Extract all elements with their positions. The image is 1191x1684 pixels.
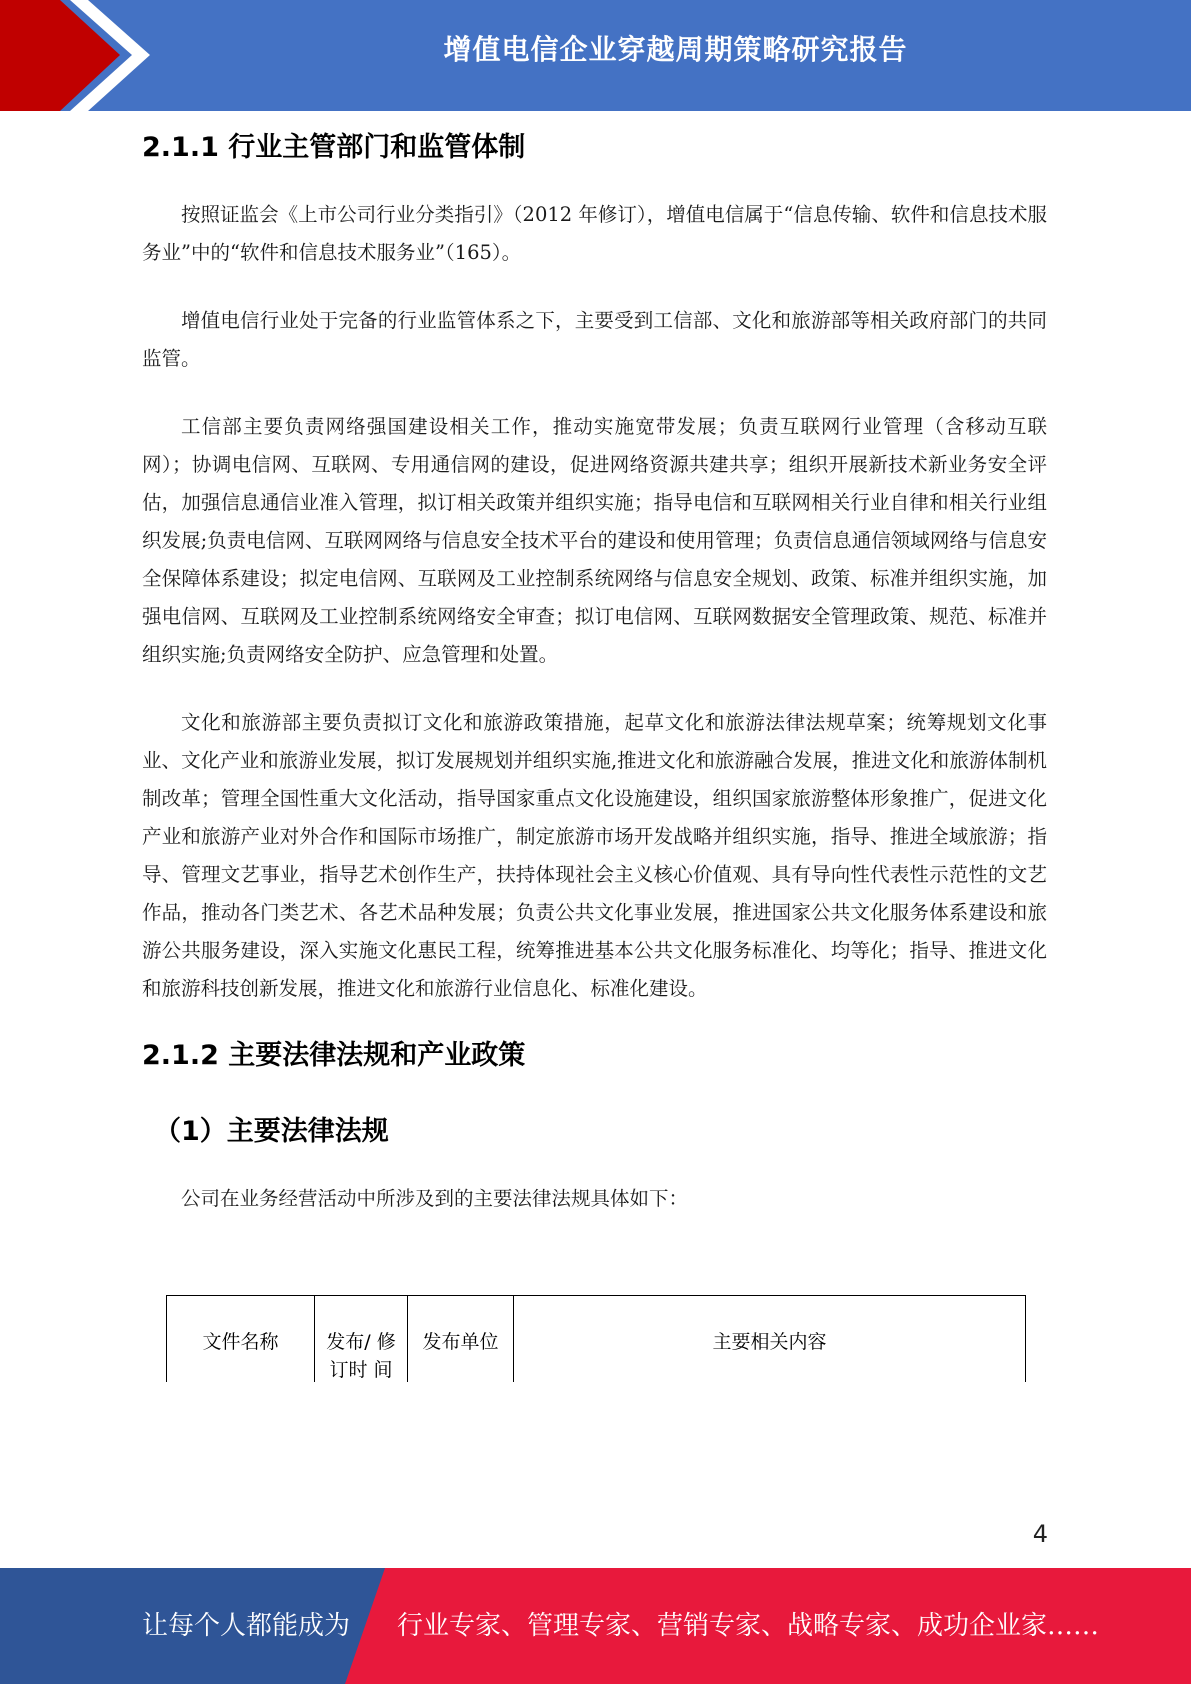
paragraph-classification: 按照证监会《上市公司行业分类指引》（2012 年修订），增值电信属于“信息传输、软件和信息技术服务业”中的“软件和信息技术服务业”（165）。 (142, 203, 1047, 264)
report-title: 增值电信企业穿越周期策略研究报告 (443, 33, 908, 66)
paragraph-culture-tourism-duties: 文化和旅游部主要负责拟订文化和旅游政策措施，起草文化和旅游法律法规草案；统筹规划文化事业、文化产业和旅游业发展，拟订发展规划并组织实施,推进文化和旅游融合发展，推进文化和旅游体制机制改革；管理全国性重大文化活动，指导国家重点文化设施建设，组织国家旅游整体形象推广，促进文化产业和旅游产业对外合作和国际市场推广，制定旅游市场开发战略并组织实施，指导、推进全域旅游；指导、管理文艺事业，指导艺术创作生产，扶持体现社会主义核心价值观、具有导向性代表性示范性的文艺作品，推动各门类艺术、各艺术品种发展；负责公共文化事业发展，推进国家公共文化服务体系建设和旅游公共服务建设，深入实施文化惠民工程，统筹推进基本公共文化服务标准化、均等化；指导、推进文化和旅游科技创新发展，推进文化和旅游行业信息化、标准化建设。 (142, 711, 1047, 1000)
section-heading-2-1-2: 2.1.2 主要法律法规和产业政策 (142, 1040, 526, 1071)
footer-band (0, 1568, 1191, 1684)
header-arrow-decoration (0, 0, 160, 111)
document-body (142, 120, 1047, 1218)
table-header-issuer: 发布单位 (408, 1296, 514, 1382)
page-number: 4 (1032, 1520, 1048, 1548)
section-heading-2-1-1: 2.1.1 行业主管部门和监管体制 (142, 132, 526, 163)
footer-slogan-left: 让每个人都能成为 (142, 1611, 351, 1641)
table-header-content: 主要相关内容 (712, 1331, 827, 1353)
subsection-heading-laws: （1）主要法律法规 (154, 1116, 389, 1147)
table-header-doc-name: 文件名称 (167, 1296, 315, 1382)
paragraph-laws-intro: 公司在业务经营活动中所涉及到的主要法律法规具体如下： (181, 1187, 689, 1210)
footer-slogan-right: 行业专家、管理专家、营销专家、战略专家、成功企业家…… (397, 1611, 1100, 1641)
paragraph-regulation-overview: 增值电信行业处于完备的行业监管体系之下，主要受到工信部、文化和旅游部等相关政府部门的共同监管。 (142, 309, 1047, 370)
laws-table-header (166, 1295, 1026, 1382)
table-header-date: 发布/ 修订时 间 (315, 1296, 408, 1382)
paragraph-miit-duties: 工信部主要负责网络强国建设相关工作，推动实施宽带发展；负责互联网行业管理（含移动互联网）；协调电信网、互联网、专用通信网的建设，促进网络资源共建共享；组织开展新技术新业务安全评估，加强信息通信业准入管理，拟订相关政策并组织实施；指导电信和互联网相关行业自律和相关行业组织发展;负责电信网、互联网网络与信息安全技术平台的建设和使用管理；负责信息通信领域网络与信息安全保障体系建设；拟定电信网、互联网及工业控制系统网络与信息安全规划、政策、标准并组织实施，加强电信网、互联网及工业控制系统网络安全审查；拟订电信网、互联网数据安全管理政策、规范、标准并组织实施;负责网络安全防护、应急管理和处置。 (142, 415, 1047, 666)
header-band (0, 0, 1191, 111)
